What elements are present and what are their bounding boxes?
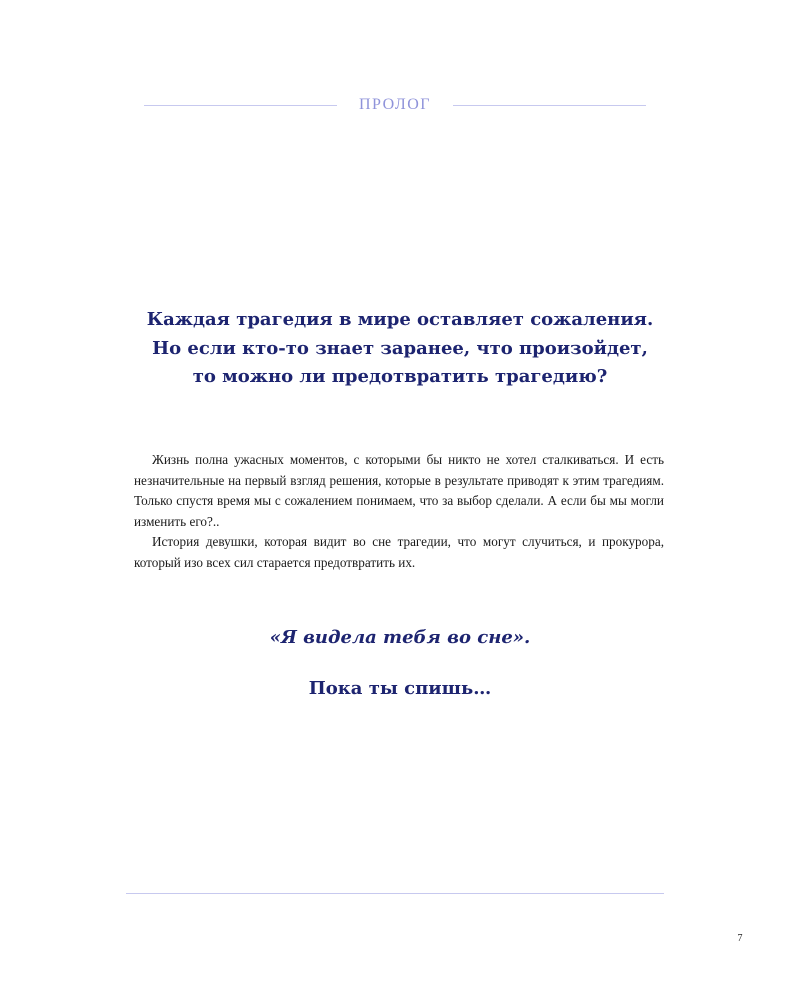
body-paragraph-1: Жизнь полна ужасных моментов, с которыми бы никто не хотел сталкиваться. И есть незначительные на первый взгляд решения, которые в результате приводят к этим трагедиям. Только спустя время мы с сожалением понимаем, что за выбор сделали. А если бы мы могли изменить его?.. bbox=[134, 452, 664, 529]
page-number: 7 bbox=[737, 933, 743, 944]
footer-rule bbox=[126, 893, 664, 894]
closing-line: Пока ты спишь… bbox=[308, 678, 492, 699]
body-text bbox=[134, 450, 664, 574]
quote: «Я видела тебя во сне». bbox=[269, 627, 531, 648]
tagline-line-2: Но если кто-то знает заранее, что произойдет, bbox=[152, 337, 648, 359]
tagline bbox=[0, 306, 800, 392]
tagline-line-1: Каждая трагедия в мире оставляет сожаления. bbox=[146, 309, 654, 330]
header-rule-right bbox=[453, 105, 646, 106]
chapter-header bbox=[0, 93, 800, 119]
tagline-line-3: то можно ли предотвратить трагедию? bbox=[192, 366, 608, 387]
header-rule-left bbox=[144, 105, 337, 106]
body-paragraph-2: История девушки, которая видит во сне трагедии, что могут случиться, и прокурора, который изо всех сил старается предотвратить их. bbox=[134, 534, 664, 570]
chapter-title: ПРОЛОГ bbox=[358, 96, 432, 113]
